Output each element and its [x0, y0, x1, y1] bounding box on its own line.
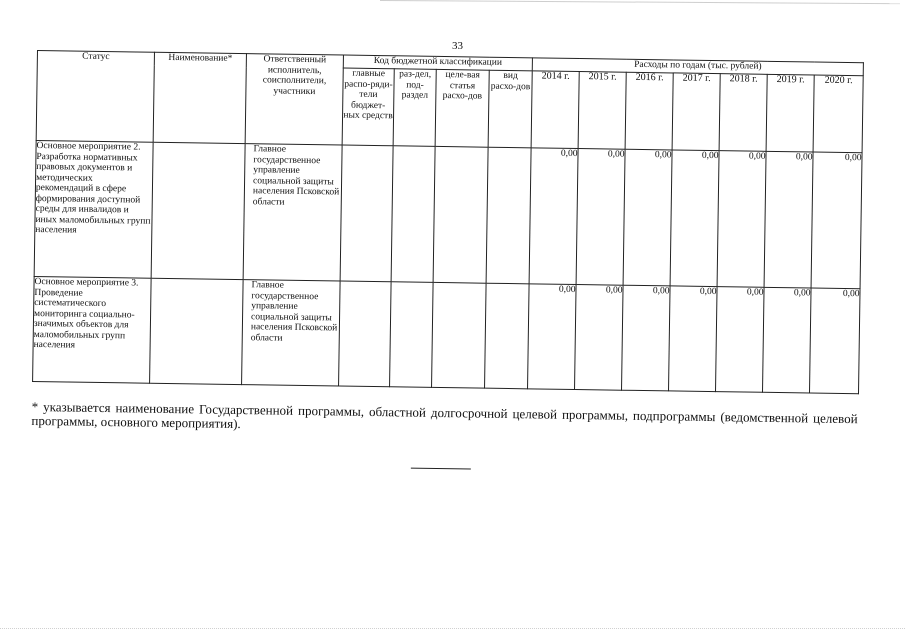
closing-rule — [411, 468, 471, 470]
row-value-2019: 0,00 — [763, 287, 812, 393]
row-value-2014: 0,00 — [529, 148, 578, 285]
scan-edge-bottom — [0, 628, 905, 631]
row-value-2018: 0,00 — [716, 287, 765, 393]
header-budget-code-group: Код бюджетной классификации — [343, 55, 532, 71]
row-budget-code-cell — [340, 145, 393, 282]
row-budget-code-cell — [433, 146, 488, 283]
header-budget-code-3: целе-вая статья расхо-дов — [435, 69, 489, 147]
row-name — [150, 278, 244, 384]
row-value-2018: 0,00 — [717, 151, 766, 288]
row-value-2017: 0,00 — [670, 150, 719, 287]
header-expenses-group: Расходы по годам (тыс. рублей) — [532, 58, 863, 76]
row-budget-code-cell — [432, 282, 487, 388]
row-value-2014: 0,00 — [528, 284, 577, 390]
row-value-2016: 0,00 — [623, 149, 672, 286]
header-year-2019: 2019 г. — [766, 74, 814, 152]
budget-table — [32, 50, 864, 394]
header-year-2016: 2016 г. — [625, 72, 673, 150]
row-value-2019: 0,00 — [764, 151, 813, 288]
header-budget-code-2: раз-дел, под-раздел — [393, 69, 436, 147]
table-row — [34, 140, 862, 288]
header-year-2018: 2018 г. — [719, 74, 767, 152]
row-value-2016: 0,00 — [622, 285, 671, 391]
row-value-2017: 0,00 — [669, 286, 718, 392]
row-status: Основное мероприятие 2. Разработка нормативных правовых документов и методических рекомендаций в сфере формирования доступной среды для инвалидов и иных маломобильных групп населения — [34, 140, 153, 278]
header-budget-code-4: вид расхо-дов — [488, 70, 532, 148]
row-status: Основное мероприятие 3. Проведение систематического мониторинга социально-значимых объектов для маломобильных групп населения — [33, 276, 152, 383]
header-year-2015: 2015 г. — [578, 72, 626, 150]
row-budget-code-cell — [391, 146, 435, 283]
header-budget-code-1: главные распо-ряди-тели бюджет-ных средств — [342, 68, 394, 146]
row-value-2015: 0,00 — [576, 149, 625, 286]
row-value-2020: 0,00 — [811, 152, 862, 289]
row-responsible: Главное государственное управление социальной защиты населения Псковской области — [243, 144, 342, 281]
row-responsible: Главное государственное управление социальной защиты населения Псковской области — [242, 280, 341, 386]
header-status: Статус — [36, 51, 154, 143]
row-value-2015: 0,00 — [575, 285, 624, 391]
table-row — [33, 276, 861, 393]
header-name: Наименование* — [153, 52, 246, 143]
row-budget-code-cell — [486, 147, 531, 284]
page-number: 33 — [452, 40, 463, 52]
scan-edge-top — [380, 0, 900, 18]
document-sheet — [31, 50, 871, 482]
row-budget-code-cell — [339, 281, 392, 387]
header-year-2017: 2017 г. — [672, 73, 720, 151]
row-value-2020: 0,00 — [810, 288, 861, 394]
header-year-2020: 2020 г. — [813, 75, 863, 153]
row-name — [151, 142, 245, 279]
header-responsible: Ответственный исполнитель, соисполнители, участники — [245, 54, 343, 145]
row-budget-code-cell — [390, 282, 434, 388]
row-budget-code-cell — [485, 283, 530, 389]
footnote: * указывается наименование Государственной программы, областной долгосрочной целевой программы, подпрограммы (ведомственной целевой программы, основного мероприятия). — [31, 398, 858, 432]
header-year-2014: 2014 г. — [531, 71, 579, 149]
